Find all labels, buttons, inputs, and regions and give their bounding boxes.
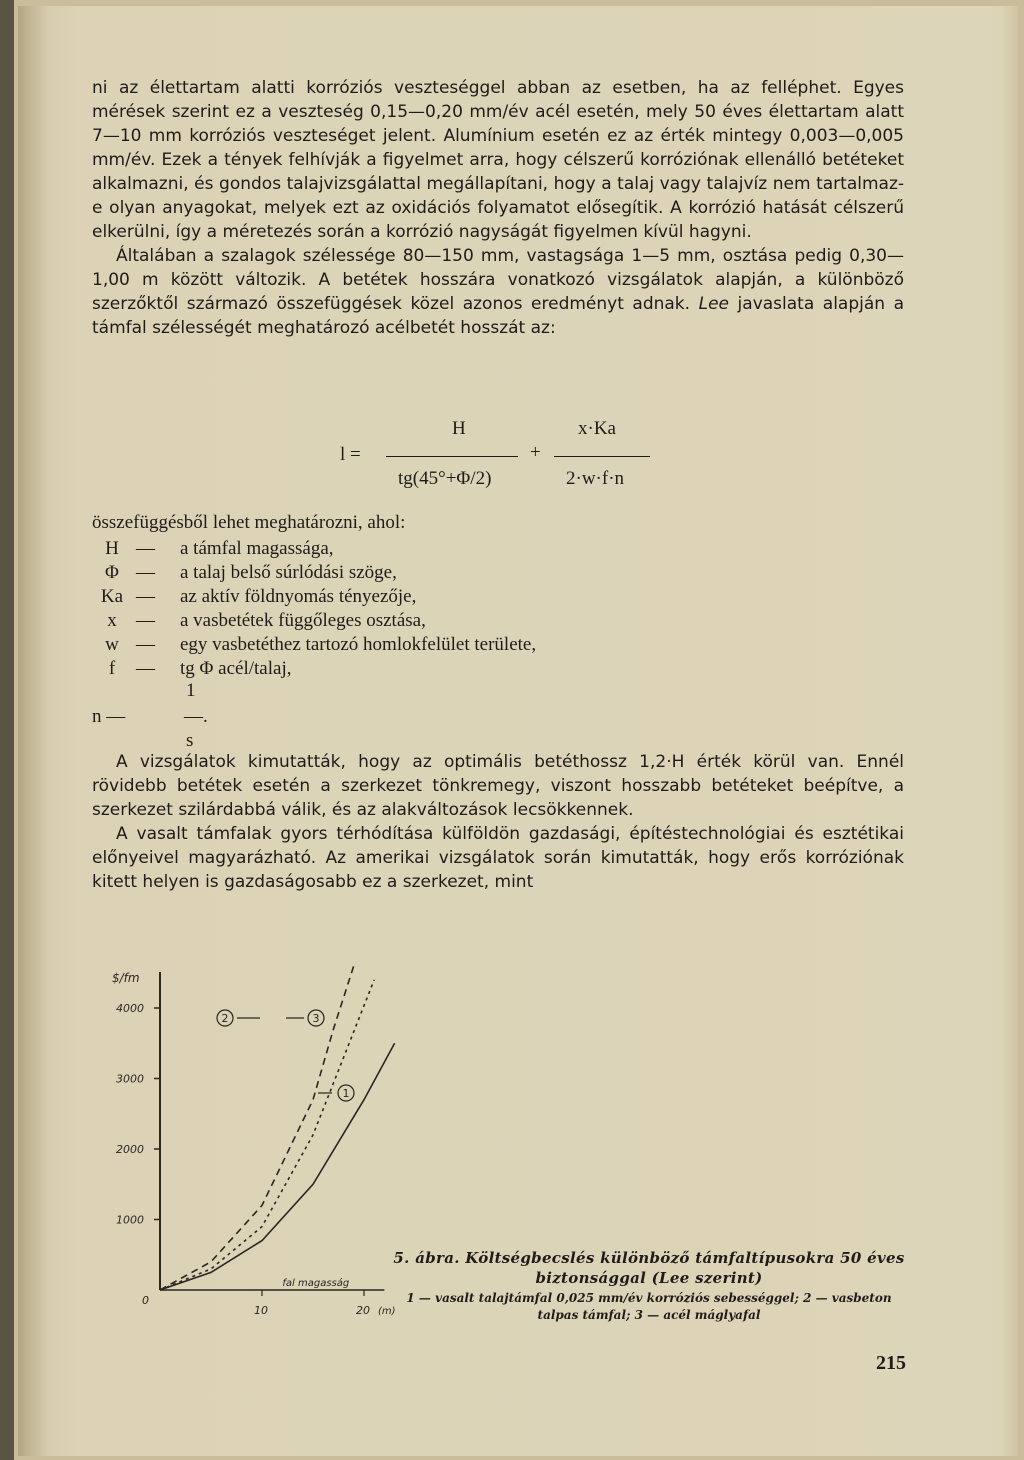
- n-definition: [92, 706, 392, 728]
- series-line-1: [160, 1043, 395, 1290]
- def-text: a talaj belső súrlódási szöge,: [180, 562, 397, 583]
- n-denominator: s: [186, 730, 194, 751]
- body-text-bottom: [92, 750, 904, 894]
- cost-chart: [100, 960, 396, 1320]
- formula-denominator-1: tg(45°+Φ/2): [398, 468, 492, 489]
- formula-numerator-2: x·Ka: [578, 418, 616, 439]
- caption-subtitle: 1 — vasalt talajtámfal 0,025 mm/év korróziós sebességgel; 2 — vasbeton talpas támfal; 3 — acél máglyafal: [406, 1291, 892, 1322]
- x-tick-label: 20: [356, 1304, 370, 1317]
- formula: [340, 418, 660, 498]
- def-symbol: Φ: [105, 562, 119, 583]
- series-label: 3: [312, 1012, 320, 1025]
- x-axis-unit: (m): [378, 1306, 396, 1317]
- y-tick-label: 4000: [116, 1002, 144, 1015]
- fraction-bar-2: [554, 456, 650, 457]
- y-axis-label: $/fm: [112, 971, 140, 985]
- series-label: 1: [342, 1087, 350, 1100]
- body-text-top: [92, 76, 904, 340]
- paragraph-2: [92, 244, 904, 340]
- def-symbol: f: [108, 658, 116, 679]
- def-symbol: Ka: [100, 586, 124, 607]
- series-label: 2: [221, 1012, 229, 1025]
- formula-denominator-2: 2·w·f·n: [566, 468, 625, 489]
- y-tick-label: 1000: [116, 1213, 144, 1227]
- def-text: tg Φ acél/talaj,: [180, 658, 292, 679]
- caption-title: 5. ábra. Költségbecslés különböző támfaltípusokra 50 éves biztonsággal (Lee szerint): [393, 1249, 905, 1287]
- def-dash: —: [136, 658, 155, 679]
- x-axis-label: fal magasság: [282, 1278, 350, 1289]
- def-symbol: x: [107, 610, 117, 631]
- def-dash: —: [136, 610, 155, 631]
- n-numerator: 1: [186, 680, 196, 701]
- author-name: Lee: [698, 294, 729, 314]
- formula-numerator-1: H: [452, 418, 466, 439]
- page-number: 215: [876, 1352, 906, 1374]
- n-symbol: n —: [92, 706, 126, 727]
- x-tick-label: 10: [254, 1304, 268, 1317]
- def-symbol: w: [105, 634, 119, 655]
- def-text: az aktív földnyomás tényezője,: [180, 586, 417, 607]
- series-line-2: [160, 966, 354, 1290]
- def-text: egy vasbetéthez tartozó homlokfelület területe,: [180, 634, 537, 655]
- paragraph-3: A vizsgálatok kimutatták, hogy az optimális betéthossz 1,2·H érték körül van. Ennél rövidebb betétek esetén a szerkezet tönkremegy, viszont hosszabb betéteket beépítve, a szerkezet szilárdabbá válik, és az alakváltozások lecsökkennek.: [92, 752, 904, 820]
- paragraph-2-text: Általában a szalagok szélessége 80—150 mm, vastagsága 1—5 mm, osztása pedig 0,30—1,00 m között változik. A betétek hosszára vonatkozó vizsgálatok alapján, a különböző szerzőktől származó összefüggések közel azonos eredményt adnak.: [92, 246, 904, 314]
- y-tick-label: 2000: [116, 1143, 144, 1156]
- y-tick-label: 3000: [116, 1072, 144, 1086]
- origin-label: 0: [142, 1294, 149, 1307]
- definitions-lead: összefüggésből lehet meghatározni, ahol:: [92, 512, 406, 533]
- paragraph-4: A vasalt támfalak gyors térhódítása külföldön gazdasági, építéstechnológiai és esztétikai előnyeivel magyarázható. Az amerikai vizsgálatok során kimutatták, hogy erős korróziónak kitett helyen is gazdaságosabb ez a szerkezet, mint: [92, 824, 904, 892]
- def-text: a támfal magassága,: [180, 538, 334, 559]
- def-text: a vasbetétek függőleges osztása,: [180, 610, 426, 631]
- paragraph-1: ni az élettartam alatti korróziós veszteséggel abban az esetben, ha az felléphet. Egyes mérések szerint ez a veszteség 0,15—0,20 mm/év acél esetén, mely 50 éves élettartam alatt 7—10 mm korróziós veszteséget jelent. Alumínium esetén ez az érték mintegy 0,003—0,005 mm/év. Ezek a tények felhívják a figyelmet arra, hogy célszerű korróziónak ellenálló betéteket alkalmazni, és gondos talajvizsgálattal megállapítani, hogy a talaj vagy talajvíz nem tartalmaz-e olyan anyagokat, melyek ezt az oxidációs folyamatot elősegítik. A korrózió hatását célszerű elkerülni, így a méretezés során a korrózió nagyságát figyelmen kívül hagyni.: [92, 78, 904, 242]
- figure-caption: [384, 1248, 914, 1324]
- paragraph-2-tail: javaslata alapján a támfal szélességét meghatározó acélbetét hosszát az:: [92, 294, 904, 338]
- def-dash: —: [136, 562, 155, 583]
- def-dash: —: [136, 634, 155, 655]
- def-symbol: H: [105, 538, 119, 559]
- fraction-bar-1: [386, 456, 518, 457]
- formula-lhs: l =: [340, 444, 361, 465]
- def-dash: —: [136, 538, 155, 559]
- formula-plus: +: [530, 442, 541, 463]
- binding-gutter: [0, 0, 14, 1460]
- def-dash: —: [136, 586, 155, 607]
- n-fraction-dash: —.: [184, 706, 208, 727]
